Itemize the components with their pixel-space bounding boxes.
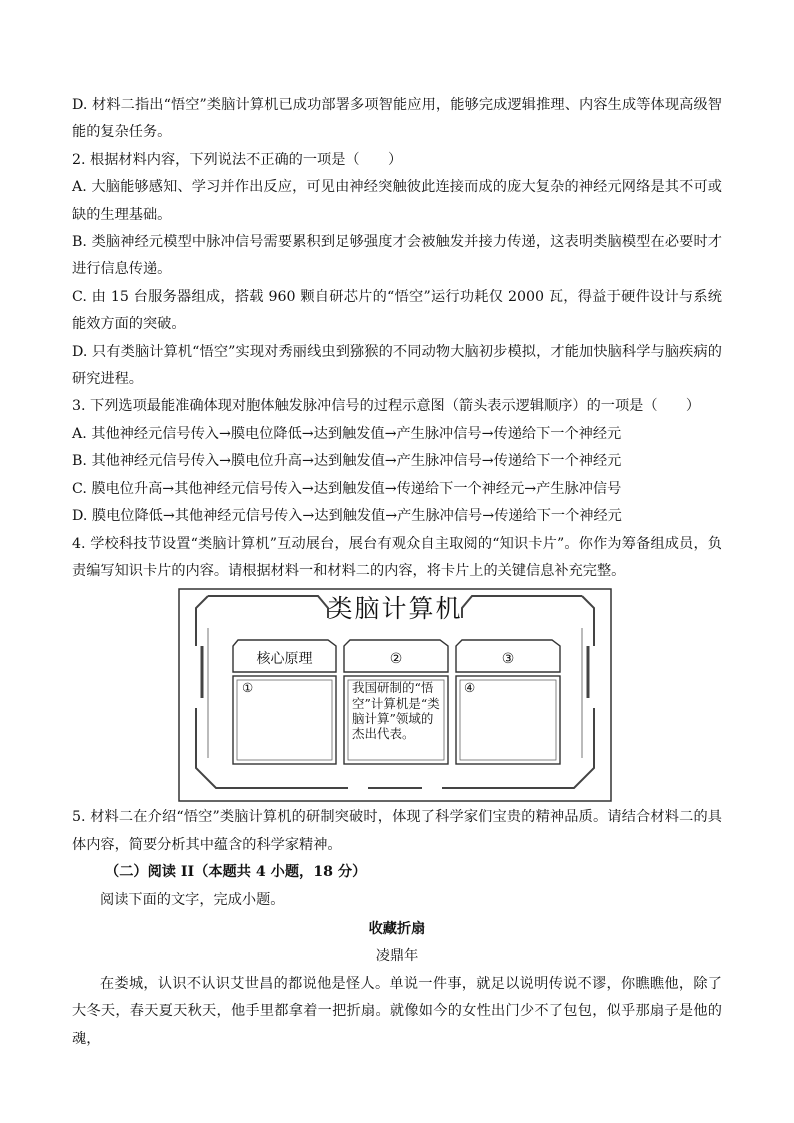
q3-option-a: A. 其他神经元信号传入→膜电位降低→达到触发值→产生脉冲信号→传递给下一个神经元 bbox=[72, 425, 622, 442]
knowledge-card bbox=[178, 588, 612, 802]
section-heading: （二）阅读 II（本题共 4 小题，18 分） bbox=[105, 864, 367, 881]
q2-option-c: C. 由 15 台服务器组成，搭载 960 颗自研芯片的“悟空”运行功耗仅 2000 瓦，得益于硬件设计与系统能效方面的突破。 bbox=[72, 288, 722, 333]
q3-option-d: D. 膜电位降低→其他神经元信号传入→达到触发值→产生脉冲信号→传递给下一个神经元 bbox=[72, 508, 622, 525]
q2-stem: 2. 根据材料内容，下列说法不正确的一项是（ ） bbox=[72, 151, 403, 168]
story-author: 凌鼎年 bbox=[375, 948, 419, 965]
card-header-2: ② bbox=[389, 651, 403, 668]
card-title: 类脑计算机 bbox=[327, 594, 463, 624]
q5-stem: 5. 材料二在介绍“悟空”类脑计算机的研制突破时，体现了科学家们宝贵的精神品质。请结合材料二的具体内容，简要分析其中蕴含的科学家精神。 bbox=[72, 809, 722, 853]
exam-page bbox=[72, 92, 722, 1053]
q2-option-d: D. 只有类脑计算机“悟空”实现对秀丽线虫到猕猴的不同动物大脑初步模拟，才能加快脑科学与脑疾病的研究进程。 bbox=[72, 343, 722, 388]
story-title: 收藏折扇 bbox=[368, 920, 426, 937]
q2-option-b: B. 类脑神经元模型中脉冲信号需要累积到足够强度才会被触发并接力传递，这表明类脑模型在必要时才进行信息传递。 bbox=[72, 234, 722, 278]
q3-option-c: C. 膜电位升高→其他神经元信号传入→达到触发值→传递给下一个神经元→产生脉冲信号 bbox=[72, 480, 622, 497]
card-cell-2: 我国研制的“悟空”计算机是“类脑计算”领域的杰出代表。 bbox=[352, 680, 440, 741]
card-cell-1: ① bbox=[242, 680, 254, 696]
q3-option-b: B. 其他神经元信号传入→膜电位升高→达到触发值→产生脉冲信号→传递给下一个神经元 bbox=[72, 453, 622, 470]
q1-option-d: D. 材料二指出“悟空”类脑计算机已成功部署多项智能应用，能够完成逻辑推理、内容生成等体现高级智能的复杂任务。 bbox=[72, 97, 722, 141]
q2-option-a: A. 大脑能够感知、学习并作出反应，可见由神经突触彼此连接而成的庞大复杂的神经元网络是其不可或缺的生理基础。 bbox=[72, 179, 722, 223]
reading-instruction: 阅读下面的文字，完成小题。 bbox=[100, 891, 285, 908]
card-header-3: ③ bbox=[501, 651, 515, 668]
card-cell-4: ④ bbox=[464, 680, 476, 696]
story-paragraph: 在娄城，认识不认识艾世昌的都说他是怪人。单说一件事，就足以说明传说不谬，你瞧瞧他，除了大冬天，春天夏天秋天，他手里都拿着一把折扇。就像如今的女性出门少不了包包，似乎那扇子是他的魂， bbox=[72, 975, 722, 1047]
card-header-core-principle: 核心原理 bbox=[256, 651, 313, 668]
q4-stem: 4. 学校科技节设置“类脑计算机”互动展台，展台有观众自主取阅的“知识卡片”。你作为筹备组成员，负责编写知识卡片的内容。请根据材料一和材料二的内容，将卡片上的关键信息补充完整。 bbox=[72, 535, 722, 579]
q3-stem: 3. 下列选项最能准确体现对胞体触发脉冲信号的过程示意图（箭头表示逻辑顺序）的一项是（ ） bbox=[72, 398, 701, 415]
